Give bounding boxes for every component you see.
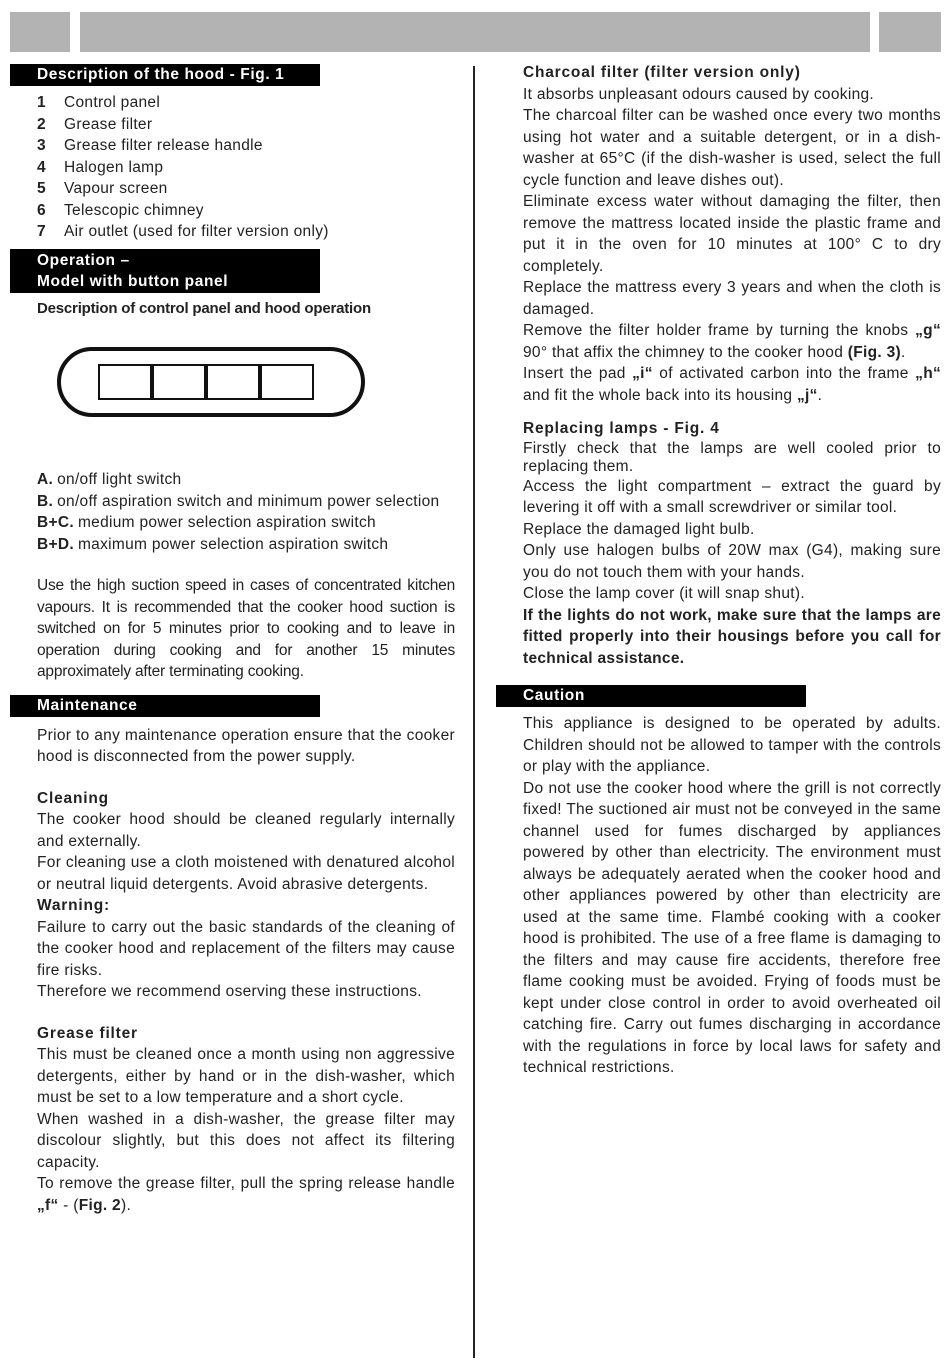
column-divider bbox=[473, 66, 475, 1358]
grease-text-b: - ( bbox=[58, 1196, 79, 1214]
item-label: Halogen lamp bbox=[64, 158, 164, 176]
charcoal-paragraph-4: Replace the mattress every 3 years and when the cloth is damaged. bbox=[523, 279, 941, 318]
switch-text: on/off light switch bbox=[57, 471, 182, 488]
charcoal-text-c: . bbox=[900, 343, 906, 361]
panel-button-c bbox=[206, 364, 260, 400]
description-header: Description of the hood - Fig. 1 bbox=[10, 64, 320, 86]
lamps-paragraph-3: Replace the damaged light bulb. bbox=[523, 520, 755, 538]
operation-header bbox=[10, 249, 320, 293]
handle-ref: „f“ bbox=[37, 1196, 59, 1214]
pad-ref: „i“ bbox=[632, 365, 653, 382]
charcoal-text-a: Remove the filter holder frame by turning the knobs bbox=[523, 322, 909, 339]
list-item bbox=[37, 491, 455, 513]
maintenance-header: Maintenance bbox=[10, 695, 320, 717]
grease-filter-paragraph-2: When washed in a dish-washer, the grease filter may discolour slightly, but this does not affect its filtering capacity. bbox=[37, 1110, 455, 1171]
lamps-warning: If the lights do not work, make sure that the lamps are fitted properly into their housings before you call for technical assistance. bbox=[523, 606, 941, 667]
lamps-paragraph-1: Firstly check that the lamps are well cooled prior to replacing them. bbox=[523, 439, 941, 475]
switch-key: B+C. bbox=[37, 514, 74, 531]
list-item bbox=[37, 469, 455, 491]
caution-header: Caution bbox=[496, 685, 806, 707]
replacing-lamps-title: Replacing lamps - Fig. 4 bbox=[523, 420, 720, 437]
suction-paragraph: Use the high suction speed in cases of concentrated kitchen vapours. It is recommended that the cooker hood suction is switched on for 5 minutes prior to cooking and to leave in operation during cooking and for another 15 minutes approximately after terminating cooking. bbox=[37, 577, 455, 680]
grease-filter-title: Grease filter bbox=[37, 1024, 138, 1042]
charcoal-text-b: of activated carbon into the frame bbox=[652, 365, 916, 382]
right-column bbox=[496, 62, 941, 1079]
item-number: 6 bbox=[37, 201, 46, 219]
charcoal-paragraph-6 bbox=[523, 363, 941, 406]
switch-text: maximum power selection aspiration switch bbox=[77, 535, 389, 553]
grease-filter-paragraph-1: This must be cleaned once a month using non aggressive detergents, either by hand or in the dish-washer, which must be set to a low temperature and a short cycle. bbox=[37, 1046, 455, 1106]
cleaning-title: Cleaning bbox=[37, 789, 109, 807]
switch-text: on/off aspiration switch and minimum power selection bbox=[57, 492, 440, 510]
parts-list bbox=[37, 92, 455, 243]
item-label: Grease filter release handle bbox=[64, 137, 263, 154]
header-bar-center bbox=[80, 12, 870, 52]
switch-list bbox=[37, 469, 455, 555]
warning-paragraph-1: Failure to carry out the basic standards of the cleaning of the cooker hood and replacement of the filters may cause fire risks. bbox=[37, 918, 455, 979]
header-bar-right bbox=[879, 12, 941, 52]
list-item bbox=[37, 534, 455, 556]
switch-key: B. bbox=[37, 492, 54, 510]
item-label: Control panel bbox=[64, 94, 161, 111]
item-number: 1 bbox=[37, 94, 46, 111]
list-item bbox=[37, 92, 455, 114]
charcoal-filter-title: Charcoal filter (filter version only) bbox=[523, 64, 801, 81]
left-column bbox=[10, 62, 455, 1216]
frame-ref: „h“ bbox=[915, 365, 942, 382]
charcoal-text-c: and fit the whole back into its housing bbox=[523, 386, 797, 404]
charcoal-text-d: . bbox=[817, 386, 823, 404]
panel-button-d bbox=[260, 364, 314, 400]
item-label: Telescopic chimney bbox=[64, 201, 204, 219]
control-panel-title: Description of control panel and hood operation bbox=[37, 299, 371, 317]
control-panel-illustration bbox=[10, 319, 455, 469]
figure-ref: (Fig. 3) bbox=[847, 343, 901, 361]
panel-button-a bbox=[98, 364, 152, 400]
list-item bbox=[37, 221, 455, 243]
item-number: 4 bbox=[37, 158, 46, 176]
charcoal-paragraph-3: Eliminate excess water without damaging the filter, then remove the mattress located inside the plastic frame and put it in the oven for 10 minutes at 100° C to dry completely. bbox=[523, 193, 941, 275]
control-panel-outline bbox=[57, 347, 365, 417]
charcoal-paragraph-1: It absorbs unpleasant odours caused by cooking. bbox=[523, 85, 875, 103]
switch-key: B+D. bbox=[37, 535, 74, 553]
list-item bbox=[37, 512, 455, 534]
switch-text: medium power selection aspiration switch bbox=[77, 514, 376, 531]
item-label: Vapour screen bbox=[64, 180, 168, 197]
lamps-paragraph-2: Access the light compartment – extract the guard by levering it off with a small screwdriver or similar tool. bbox=[523, 477, 941, 516]
grease-text-c: ). bbox=[120, 1196, 132, 1214]
housing-ref: „j“ bbox=[796, 386, 818, 404]
item-number: 7 bbox=[37, 223, 46, 240]
panel-button-b bbox=[152, 364, 206, 400]
list-item bbox=[37, 157, 455, 179]
list-item bbox=[37, 178, 455, 200]
item-label: Grease filter bbox=[64, 115, 153, 133]
item-label: Air outlet (used for filter version only) bbox=[64, 223, 329, 240]
charcoal-paragraph-5 bbox=[523, 320, 941, 363]
caution-paragraph-1: This appliance is designed to be operated by adults. Children should not be allowed to tamper with the controls or play with the appliance. bbox=[523, 715, 941, 775]
warning-paragraph-2: Therefore we recommend oserving these instructions. bbox=[37, 983, 422, 1000]
charcoal-text-a: Insert the pad bbox=[523, 365, 633, 382]
item-number: 2 bbox=[37, 115, 46, 133]
switch-key: A. bbox=[37, 471, 54, 488]
knob-ref: „g“ bbox=[915, 322, 941, 339]
charcoal-paragraph-2: The charcoal filter can be washed once every two months using hot water and a suitable detergent, or in a dish-washer at 65°C (if the dish-washer is used, select the full cycle function and leave dishes out). bbox=[523, 107, 941, 189]
cleaning-paragraph-2: For cleaning use a cloth moistened with denatured alcohol or neutral liquid detergents. Avoid abrasive detergents. bbox=[37, 854, 455, 893]
list-item bbox=[37, 200, 455, 222]
operation-header-line1: Operation – bbox=[37, 251, 130, 269]
warning-title: Warning: bbox=[37, 897, 110, 914]
figure-ref: Fig. 2 bbox=[78, 1196, 121, 1214]
lamps-paragraph-4: Only use halogen bulbs of 20W max (G4), making sure you do not touch them with your hands. bbox=[523, 542, 941, 581]
item-number: 5 bbox=[37, 180, 46, 197]
lamps-paragraph-5: Close the lamp cover (it will snap shut). bbox=[523, 585, 805, 602]
grease-text-a: To remove the grease filter, pull the spring release handle bbox=[37, 1175, 455, 1192]
list-item bbox=[37, 114, 455, 136]
cleaning-paragraph-1: The cooker hood should be cleaned regularly internally and externally. bbox=[37, 811, 455, 850]
header-bar-left bbox=[10, 12, 70, 52]
maintenance-paragraph: Prior to any maintenance operation ensure that the cooker hood is disconnected from the power supply. bbox=[37, 726, 455, 765]
item-number: 3 bbox=[37, 137, 46, 154]
grease-filter-paragraph-3 bbox=[37, 1173, 455, 1216]
caution-paragraph-2: Do not use the cooker hood where the grill is not correctly fixed! The suctioned air must not be conveyed in the same channel used for fumes discharged by appliances powered by other than electricity. The environment must always be adequately aerated when the cooker hood and other appliances powered by other than electricity are used at the same time. Flambé cooking with a cooker hood is prohibited. The use of a free flame is damaging to the filters and may cause fire accidents, therefore free flame cooking must be avoided. Frying of foods must be kept under close control in order to avoid overheated oil catching fire. Carry out fumes discharging in accordance with the regulations in force by local laws for safety and technical restrictions. bbox=[523, 779, 941, 1076]
operation-header-line2: Model with button panel bbox=[37, 272, 229, 290]
list-item bbox=[37, 135, 455, 157]
charcoal-text-b: 90° that affix the chimney to the cooker hood bbox=[523, 343, 848, 361]
